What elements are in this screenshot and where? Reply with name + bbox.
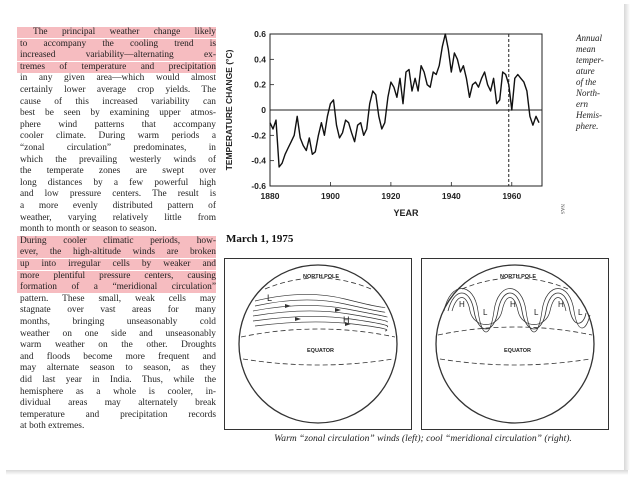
pressure-cell-label: L xyxy=(483,308,488,317)
x-tick-label: 1960 xyxy=(502,191,522,201)
article-line: dividual areas may alternately break xyxy=(20,398,216,409)
article-line: and floods become more frequent and xyxy=(20,351,216,362)
chart-caption-line: phere. xyxy=(576,121,599,131)
article-line: and low pressure centers. The result is xyxy=(20,189,216,200)
article-line: temperature and precipitation records xyxy=(20,409,216,420)
article-line: more plentiful pressure centers, causing xyxy=(17,271,216,282)
article-line: in any given area—which would almost xyxy=(20,73,216,84)
pressure-cell-label: L xyxy=(534,308,539,317)
chart-caption-line: temper- xyxy=(576,55,604,65)
high-pressure-label: H xyxy=(343,315,350,325)
article-line: cooler climate. During warm periods a xyxy=(20,131,216,142)
article-line: may alternate season to season, as they xyxy=(20,363,216,374)
article-line: did last year in India. Thus, while the xyxy=(20,375,216,385)
article-line: up into irregular cells by weaker and xyxy=(17,259,216,270)
article-line: “zonal circulation” predominates, in xyxy=(20,143,216,153)
pressure-cell-label: H xyxy=(459,300,465,309)
y-tick-label: -0.4 xyxy=(251,155,266,166)
chart-caption-line: of the xyxy=(576,77,597,87)
temperature-chart xyxy=(220,26,572,224)
article-line: warm weather on the other. Droughts xyxy=(20,340,216,351)
article-line: stagnate over vast areas for many xyxy=(20,305,216,316)
chart-caption xyxy=(576,33,626,132)
y-tick-label: 0 xyxy=(261,105,266,115)
y-tick-label: -0.6 xyxy=(251,181,266,191)
chart-caption-line: North- xyxy=(576,88,601,98)
chart-caption-line: Annual xyxy=(576,33,602,43)
article-line: pattern. These small, weak cells may xyxy=(20,293,216,304)
article-line: increased variability—alternating ex- xyxy=(17,50,216,61)
article-line: a more evenly distributed pattern of xyxy=(20,201,216,211)
article-line: weather on one side and unseasonably xyxy=(20,328,216,339)
article-line: month to month or season to season. xyxy=(20,224,157,235)
article-line: ever, the high-altitude winds are broken xyxy=(17,247,216,258)
pressure-cell-label: H xyxy=(558,300,564,309)
article-line: formation of a “meridional circulation” xyxy=(17,282,216,293)
x-tick-label: 1880 xyxy=(260,191,280,201)
article-line: to accompany the cooling trend is xyxy=(17,39,216,50)
y-tick-label: 0.2 xyxy=(254,79,266,90)
article-line: cause of this increased variability can xyxy=(20,96,216,107)
meridional-circulation-panel xyxy=(421,258,609,430)
temperature-series-line xyxy=(270,34,539,167)
article-line: long distances by a few powerful high xyxy=(20,177,216,188)
low-pressure-label: L xyxy=(267,293,273,303)
article-line: the temperate zones are swept over xyxy=(20,166,216,177)
y-axis-label: TEMPERATURE CHANGE (°C) xyxy=(224,49,234,171)
y-tick-label: -0.2 xyxy=(251,130,266,141)
y-tick-label: 0.6 xyxy=(254,29,266,39)
article-line: The principal weather change likely xyxy=(17,27,216,38)
article-line: tremes of temperature and precipitation xyxy=(17,62,216,73)
chart-caption-line: ature xyxy=(576,66,595,76)
article-line: which the prevailing westerly winds of xyxy=(20,154,216,165)
article-line: During cooler climatic periods, how- xyxy=(17,236,216,247)
article-line: best be seen by examining upper atmos- xyxy=(20,108,216,119)
y-tick-label: 0.4 xyxy=(254,54,266,65)
chart-caption-line: Hemis- xyxy=(576,110,602,120)
pressure-cell-label: H xyxy=(510,300,516,309)
meridional-globe xyxy=(422,259,608,429)
zonal-globe xyxy=(225,259,411,429)
article-line: hemisphere as a whole is cooler, in- xyxy=(20,386,216,397)
north-pole-label: NORTH POLE xyxy=(500,274,537,280)
equator-label: EQUATOR xyxy=(504,348,531,354)
x-tick-label: 1900 xyxy=(320,191,340,201)
zonal-circulation-panel xyxy=(224,258,412,430)
article-line: certainly lower average crop yields. The xyxy=(20,85,216,95)
x-axis-label: YEAR xyxy=(393,208,419,218)
equator-label: EQUATOR xyxy=(307,348,334,354)
credit-label: NAS xyxy=(559,204,564,215)
article-line: weather, varying relatively little from xyxy=(20,212,216,223)
x-tick-label: 1920 xyxy=(381,191,401,201)
article-line: phere wind patterns that accompany xyxy=(20,119,216,130)
chart-caption-line: mean xyxy=(576,44,596,54)
globe-caption: Warm “zonal circulation” winds (left); cool “meridional circulation” (right). xyxy=(274,433,572,444)
x-tick-label: 1940 xyxy=(441,191,461,201)
article-line: at both extremes. xyxy=(20,421,85,432)
north-pole-label: NORTH POLE xyxy=(303,274,340,280)
pressure-cell-label: L xyxy=(578,308,583,317)
article-line: months, bringing unseasonably cold xyxy=(20,317,216,327)
date-heading: March 1, 1975 xyxy=(226,233,294,245)
chart-caption-line: ern xyxy=(576,99,588,109)
page-shadow-bottom xyxy=(6,470,628,475)
